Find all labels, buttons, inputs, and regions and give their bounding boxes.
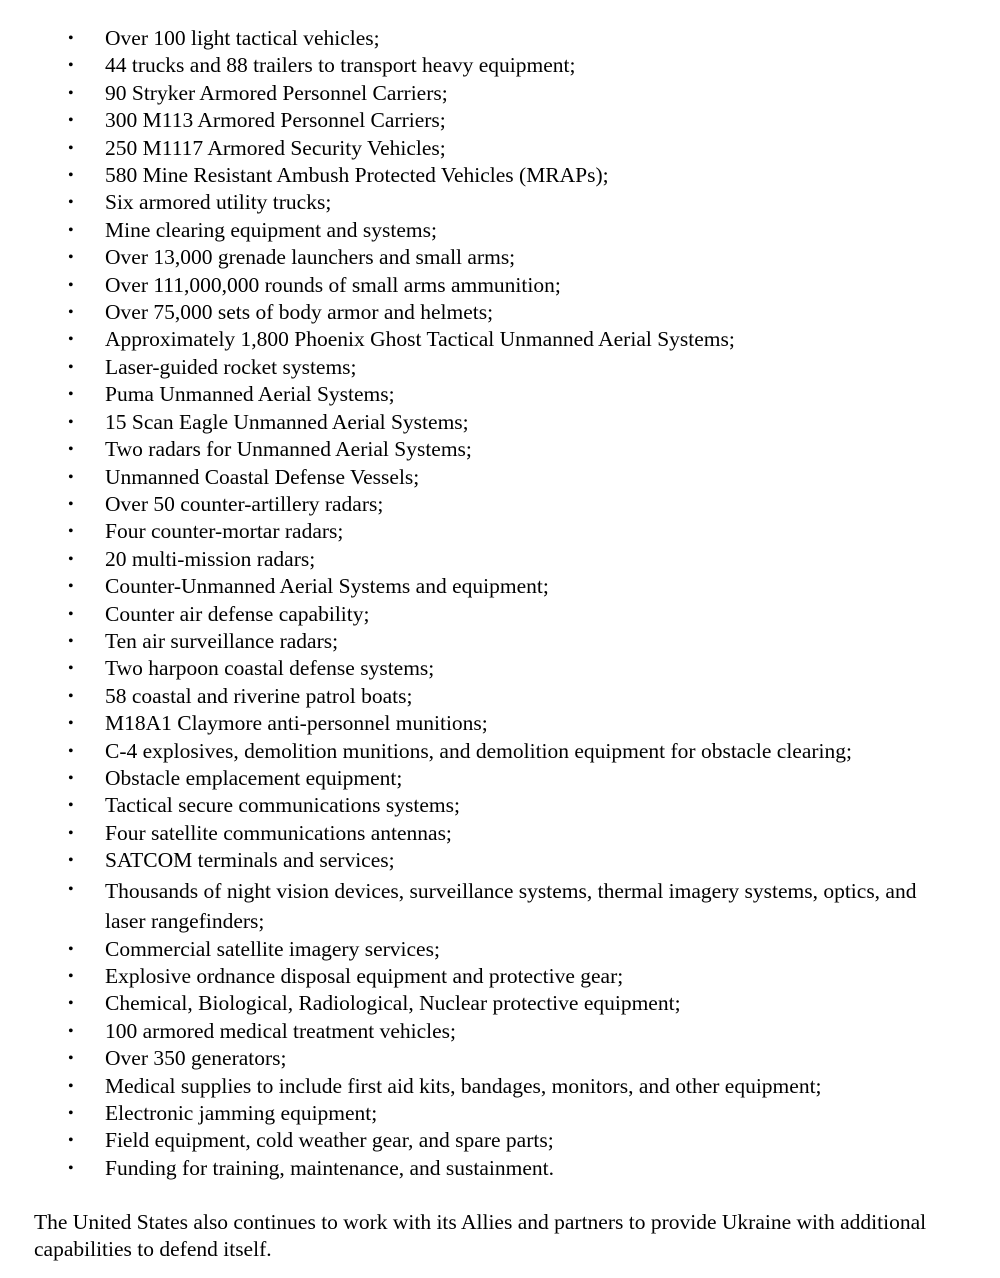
bullet-icon: • [68,276,74,294]
list-item-text: Approximately 1,800 Phoenix Ghost Tactical Unmanned Aerial Systems; [105,327,735,352]
list-item-text: Mine clearing equipment and systems; [105,217,437,242]
bullet-icon: • [68,139,74,157]
bullet-icon: • [68,605,74,623]
list-item [0,326,1000,353]
list-item [0,272,1000,299]
list-item-text: 300 M113 Armored Personnel Carriers; [105,108,446,133]
bullet-icon: • [68,769,74,787]
list-item [0,52,1000,79]
list-item-text: 250 M1117 Armored Security Vehicles; [105,135,446,160]
list-item [0,546,1000,573]
list-item [0,738,1000,765]
list-item [0,963,1000,990]
list-item-text: Laser-guided rocket systems; [105,354,357,379]
list-item-text: Funding for training, maintenance, and sustainment. [105,1155,555,1180]
list-item [0,655,1000,682]
list-item [0,601,1000,628]
bullet-icon: • [68,413,74,431]
list-item-text: Over 50 counter-artillery radars; [105,491,384,516]
bullet-icon: • [68,715,74,733]
bullet-icon: • [68,968,74,985]
list-item [0,710,1000,737]
list-item-text: Explosive ordnance disposal equipment and protective gear; [105,964,624,988]
capabilities-list [0,25,1000,1182]
list-item-text: 20 multi-mission radars; [105,546,316,571]
bullet-icon: • [68,30,74,47]
list-item-text: Counter-Unmanned Aerial Systems and equipment; [105,574,549,599]
closing-paragraph: The United States also continues to work with its Allies and partners to provide Ukraine with additional capabilities to defend itself. [34,1210,927,1262]
list-item-text: Puma Unmanned Aerial Systems; [105,382,395,407]
bullet-icon: • [68,550,74,568]
list-item [0,1045,1000,1072]
list-item [0,573,1000,600]
list-item-text: Obstacle emplacement equipment; [105,765,403,790]
list-item-text: 15 Scan Eagle Unmanned Aerial Systems; [105,409,469,434]
bullet-icon: • [68,194,74,212]
list-item [0,518,1000,545]
bullet-icon: • [68,1132,74,1150]
list-item-text: M18A1 Claymore anti-personnel munitions; [105,711,488,736]
list-item [0,244,1000,271]
list-item-text: Four counter-mortar radars; [105,519,344,544]
bullet-icon: • [68,632,74,650]
list-item [0,436,1000,463]
list-item-text: Field equipment, cold weather gear, and spare parts; [105,1128,554,1153]
bullet-icon: • [68,1050,74,1068]
list-item-text: Over 75,000 sets of body armor and helmets; [105,300,494,325]
list-item-text: Commercial satellite imagery services; [105,936,440,961]
list-item-text: Electronic jamming equipment; [105,1101,378,1126]
list-item-text: Two radars for Unmanned Aerial Systems; [105,437,472,462]
list-item-text: Over 100 light tactical vehicles; [105,26,380,50]
bullet-icon: • [68,824,74,842]
bullet-icon: • [68,1105,74,1123]
list-item-text: Chemical, Biological, Radiological, Nuclear protective equipment; [105,991,681,1016]
list-item-text: Four satellite communications antennas; [105,820,452,845]
bullet-icon: • [68,304,74,322]
list-item [0,875,1000,936]
list-item [0,847,1000,874]
list-item [0,1100,1000,1127]
bullet-icon: • [68,742,74,760]
bullet-icon: • [68,495,74,513]
list-item-text: Over 13,000 grenade launchers and small arms; [105,245,516,270]
bullet-icon: • [68,249,74,267]
list-item-text: Over 111,000,000 rounds of small arms ammunition; [105,272,561,297]
list-item-text: 44 trucks and 88 trailers to transport heavy equipment; [105,53,576,78]
list-item [0,792,1000,819]
list-item [0,162,1000,189]
bullet-icon: • [68,1022,74,1040]
list-item [0,107,1000,134]
list-item [0,628,1000,655]
bullet-icon: • [68,940,74,958]
list-item [0,80,1000,107]
bullet-icon: • [68,84,74,102]
bullet-icon: • [68,660,74,678]
list-item [0,135,1000,162]
list-item [0,409,1000,436]
bullet-icon: • [68,167,74,185]
list-item-text: C-4 explosives, demolition munitions, and demolition equipment for obstacle clearing; [105,738,852,763]
list-item-text: 58 coastal and riverine patrol boats; [105,683,413,708]
list-item [0,217,1000,244]
list-item [0,464,1000,491]
list-item-text: Six armored utility trucks; [105,190,332,215]
bullet-icon: • [68,331,74,349]
bullet-icon: • [68,1159,74,1177]
list-item [0,354,1000,381]
bullet-icon: • [68,852,74,870]
list-item [0,25,1000,52]
list-item-text: Two harpoon coastal defense systems; [105,656,435,681]
list-item [0,820,1000,847]
bullet-icon: • [68,880,74,898]
list-item [0,1073,1000,1100]
list-item [0,1155,1000,1182]
bullet-icon: • [68,358,74,376]
list-item-text: 90 Stryker Armored Personnel Carriers; [105,80,448,105]
list-item [0,381,1000,408]
list-item [0,765,1000,792]
list-item-text: Ten air surveillance radars; [105,628,339,653]
list-item [0,299,1000,326]
bullet-icon: • [68,441,74,459]
list-item [0,1018,1000,1045]
list-item [0,1127,1000,1154]
list-item [0,491,1000,518]
bullet-icon: • [68,468,74,486]
bullet-icon: • [68,523,74,541]
bullet-icon: • [68,57,74,75]
list-item [0,936,1000,963]
list-item [0,683,1000,710]
list-item-text: Thousands of night vision devices, surveillance systems, thermal imagery systems, optics, and laser rangefinders; [105,878,917,933]
list-item-text: Medical supplies to include first aid kits, bandages, monitors, and other equipment; [105,1073,822,1098]
list-item-text: 100 armored medical treatment vehicles; [105,1018,457,1043]
list-item-text: SATCOM terminals and services; [105,848,395,873]
bullet-icon: • [68,797,74,815]
list-item-text: 580 Mine Resistant Ambush Protected Vehicles (MRAPs); [105,163,609,188]
bullet-icon: • [68,687,74,705]
bullet-icon: • [68,995,74,1013]
list-item-text: Over 350 generators; [105,1046,287,1071]
bullet-icon: • [68,221,74,239]
list-item-text: Unmanned Coastal Defense Vessels; [105,464,420,489]
bullet-icon: • [68,386,74,404]
bullet-icon: • [68,112,74,130]
list-item-text: Counter air defense capability; [105,601,370,626]
list-item [0,189,1000,216]
list-item-text: Tactical secure communications systems; [105,793,460,818]
list-item [0,990,1000,1017]
bullet-icon: • [68,578,74,596]
bullet-icon: • [68,1077,74,1095]
